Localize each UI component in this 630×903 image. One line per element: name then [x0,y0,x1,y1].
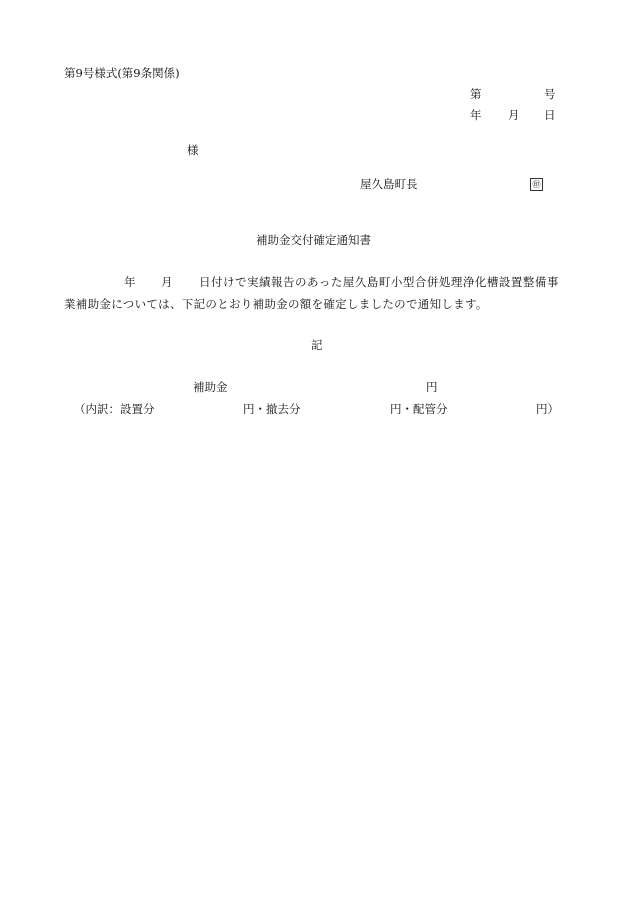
body-line2: 業補助金については、下記のとおり補助金の額を確定しましたので通知します。 [64,297,488,311]
breakdown-close: 円） [536,402,559,416]
breakdown-installation: （内訳：設置分 [74,402,155,416]
breakdown-removal: 円・撤去分 [243,402,301,416]
breakdown-piping: 円・配管分 [390,402,448,416]
subsidy-label: 補助金 [193,380,228,394]
document-number-prefix: 第 [470,87,482,101]
ki-heading: 記 [311,338,323,352]
seal-icon: ㊞ [530,178,543,191]
subsidy-unit: 円 [426,380,438,394]
date-month: 月 [508,108,520,122]
date-day: 日 [544,108,556,122]
addressee-suffix: 様 [187,143,199,157]
issuer-title: 屋久島町長 [360,177,418,191]
document-title: 補助金交付確定通知書 [256,233,371,247]
body-line1-year: 年 [124,275,136,289]
document-number-suffix: 号 [544,87,556,101]
form-label: 第9号様式(第9条関係) [64,66,180,80]
seal-mark [530,178,543,191]
body-line1-month: 月 [161,275,173,289]
body-line1-text: 日付けで実績報告のあった屋久島町小型合併処理浄化槽設置整備事 [199,275,559,289]
date-year: 年 [470,108,482,122]
